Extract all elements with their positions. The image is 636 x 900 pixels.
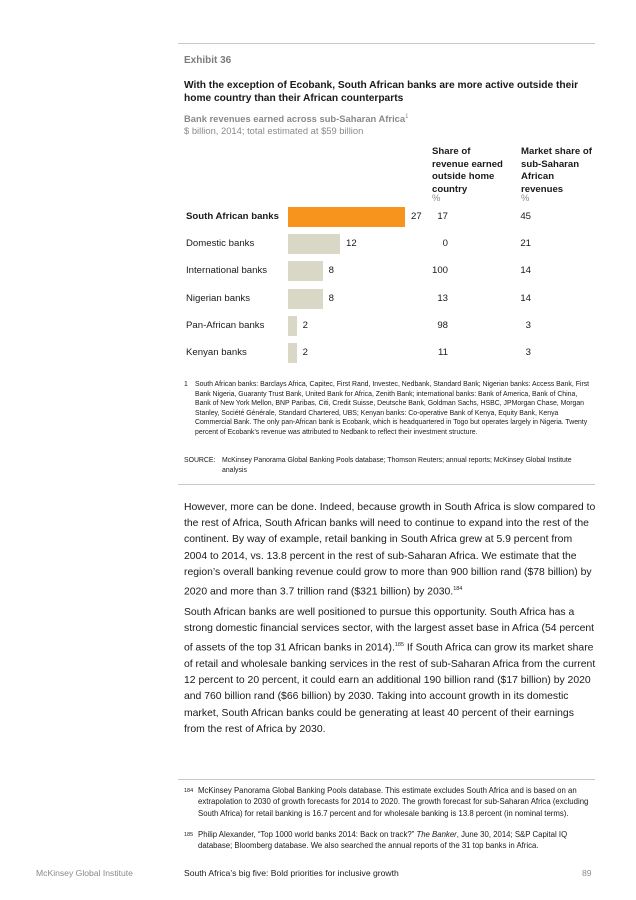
bar-value-label: 8 bbox=[328, 265, 334, 277]
market-share-value: 14 bbox=[520, 265, 531, 277]
footnote-text: South African banks: Barclays Africa, Capitec, First Rand, Investec, Nedbank, Standard Bank; Nigerian banks: Access Bank, First Bank Nigeria, Guaranty Trust Bank, United Bank for Africa, Zenith Bank; international banks: Bank of America, Bank of China, Bank of New York Mellon, BNP Paribas, Citi, Credit Suisse, Deutsche Bank, Goldman Sachs, HSBC, JPMorgan Chase, Morgan Stanley, Société Générale, Standard Chartered, UBS; Kenyan banks: Co-operative Bank of Kenya, Equity Bank, Kenya Commercial Bank. The only pan-African bank is Ecobank, which is headquartered in Togo but operates largely in Nigeria. Twenty percent of Ecobank’s revenue was attributed to Nedbank to reflect their investment structure. bbox=[195, 381, 590, 436]
endnote-184 bbox=[184, 785, 594, 819]
exhibit-bottom-rule bbox=[178, 484, 595, 485]
source-text: McKinsey Panorama Global Banking Pools database; Thomson Reuters; annual reports; McKinsey Global Institute analysis bbox=[222, 457, 572, 474]
footer-publisher: McKinsey Global Institute bbox=[36, 868, 133, 878]
chart-footnote bbox=[184, 380, 594, 437]
share-outside-value: 0 bbox=[442, 238, 448, 250]
bar bbox=[288, 261, 323, 281]
endnote-text: Philip Alexander, “Top 1000 world banks 2014: Back on track?” The Banker, June 30, 2014; S&P Capital IQ database; Bloomberg database. We also searched the annual reports of the 31 top banks in Africa. bbox=[198, 830, 568, 851]
col-header-market-share: Market share of sub-Saharan African revenues bbox=[521, 146, 592, 195]
chart-units: $ billion, 2014; total estimated at $59 billion bbox=[184, 125, 364, 136]
market-share-value: 3 bbox=[525, 347, 531, 358]
row-label: Kenyan banks bbox=[186, 347, 247, 358]
share-outside-value: 98 bbox=[437, 319, 448, 331]
exhibit-label: Exhibit 36 bbox=[184, 55, 232, 66]
share-outside-value: 13 bbox=[437, 292, 448, 304]
chart-source bbox=[184, 456, 594, 475]
share-outside-value: 11 bbox=[438, 347, 448, 358]
market-share-value: 21 bbox=[520, 238, 531, 250]
endnote-mark: 185 bbox=[184, 832, 194, 838]
share-outside-value: 17 bbox=[437, 211, 448, 222]
row-label: International banks bbox=[186, 265, 268, 277]
top-rule bbox=[178, 43, 595, 44]
bar-value-label: 2 bbox=[302, 347, 308, 358]
row-label: South African banks bbox=[186, 211, 279, 222]
col-unit-share-outside: % bbox=[432, 192, 441, 203]
endnote-text: McKinsey Panorama Global Banking Pools database. This estimate excludes South Africa and is based on an extrapolation to 2030 of growth forecasts for 2014 to 2020. The growth forecast for sub-Saharan Africa (excluding South Africa) for retail banking is 16.7 percent and for wholesale banking is 13.8 percent (in nominal terms). bbox=[198, 786, 589, 818]
source-label: SOURCE: bbox=[184, 457, 216, 464]
body-paragraph-2: South African banks are well positioned to pursue this opportunity. South Africa has a strong domestic financial services sector, with the largest asset base in Africa (54 percent of assets of the top 31 African banks in 2014).$^{185}$ If South Africa can grow its market share of retail and wholesale banking services in the rest of sub-Saharan Africa from the current 12 percent to 20 percent, it could earn an additional 190 billion rand ($17 billion) by 2020 and 760 billion rand ($66 billion) by 2030. Taking into account growth in its domestic market, South African banks could be generating at least 40 percent of their earnings from the rest of Africa by 2030. bbox=[184, 607, 596, 735]
body-paragraph-1: However, more can be done. Indeed, because growth in South Africa is slow compared to the rest of Africa, South African banks will need to continue to expand into the rest of the continent. By way of example, retail banking in South Africa grew at 5.9 percent from 2004 to 2014, vs. 13.8 percent in the rest of sub-Saharan Africa. We estimate that the region’s overall banking revenue could grow to more than 900 billion rand ($78 billion) by 2020 and more than 3.7 trillion rand ($321 billion) by 2030.$^{184}$ bbox=[184, 502, 596, 598]
footnote-number: 1 bbox=[184, 381, 188, 388]
bar bbox=[288, 234, 340, 254]
endnote-185 bbox=[184, 829, 594, 852]
bar bbox=[288, 316, 297, 336]
bar-value-label: 2 bbox=[302, 319, 308, 331]
share-outside-value: 100 bbox=[431, 265, 448, 277]
chart-subtitle: Bank revenues earned across sub-Saharan Africa$^1$ bbox=[184, 113, 409, 124]
endnotes-rule bbox=[178, 779, 595, 780]
footer-report-title: South Africa’s big five: Bold priorities for inclusive growth bbox=[184, 868, 399, 878]
endnote-mark: 184 bbox=[184, 788, 194, 794]
bar bbox=[288, 289, 323, 309]
row-label: Pan-African banks bbox=[186, 319, 265, 331]
market-share-value: 14 bbox=[520, 292, 531, 304]
market-share-value: 45 bbox=[520, 211, 531, 222]
row-label: Domestic banks bbox=[186, 238, 255, 250]
page-number: 89 bbox=[582, 868, 592, 878]
bar-value-label: 12 bbox=[346, 238, 357, 250]
row-label: Nigerian banks bbox=[186, 292, 250, 304]
exhibit-title: With the exception of Ecobank, South African banks are more active outside their home country than their African counterparts bbox=[184, 80, 579, 104]
col-header-share-outside: Share of revenue earned outside home country bbox=[432, 146, 503, 195]
bar-value-label: 27 bbox=[411, 211, 422, 222]
bar-value-label: 8 bbox=[328, 292, 334, 304]
bar bbox=[288, 343, 297, 363]
bar bbox=[288, 207, 405, 227]
market-share-value: 3 bbox=[525, 319, 531, 331]
col-unit-market-share: % bbox=[521, 192, 530, 203]
